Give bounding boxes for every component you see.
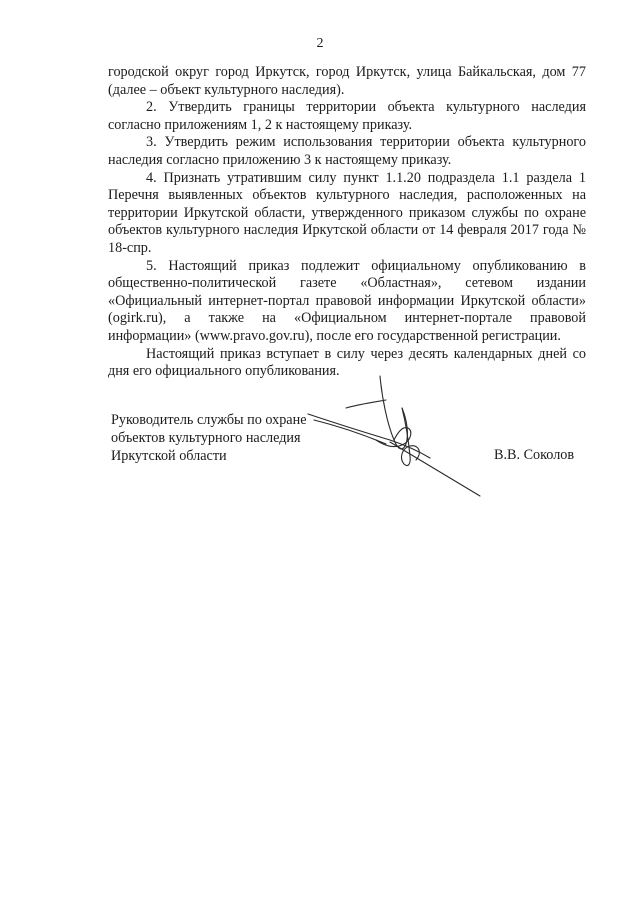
paragraph-continuation: городской округ город Иркутск, город Иркутск, улица Байкальская, дом 77 (далее – объект культурного наследия). bbox=[108, 64, 586, 98]
signatory-title-line: Иркутской области bbox=[111, 447, 227, 464]
document-body bbox=[108, 64, 586, 381]
paragraph-item-5: 5. Настоящий приказ подлежит официальному опубликованию в общественно-политической газете «Областная», сетевом издании «Официальный интернет-портал правовой информации Иркутской области» (ogirk.ru), а также на «Официальном интернет-портале правовой информации» (www.pravo.gov.ru), после его государственной регистрации. bbox=[108, 257, 586, 344]
signatory-title-line: объектов культурного наследия bbox=[111, 429, 301, 446]
signatory-title bbox=[111, 412, 307, 465]
paragraph-item-4: 4. Признать утратившим силу пункт 1.1.20 подраздела 1.1 раздела 1 Перечня выявленных объектов культурного наследия, расположенных на территории Иркутской области, утвержденного приказом службы по охране объектов культурного наследия Иркутской области от 14 февраля 2017 года № 18-спр. bbox=[108, 169, 586, 256]
paragraph-entry-into-force: Настоящий приказ вступает в силу через десять календарных дней со дня его официального опубликования. bbox=[108, 345, 586, 380]
signatory-title-line: Руководитель службы по охране bbox=[111, 412, 307, 428]
handwritten-signature bbox=[290, 368, 520, 518]
signatory-name: В.В. Соколов bbox=[494, 447, 575, 463]
page-number: 2 bbox=[316, 36, 324, 51]
paragraph-item-3: 3. Утвердить режим использования территории объекта культурного наследия согласно приложению 3 к настоящему приказу. bbox=[108, 134, 586, 168]
paragraph-item-2: 2. Утвердить границы территории объекта культурного наследия согласно приложениям 1, 2 к настоящему приказу. bbox=[108, 99, 586, 133]
